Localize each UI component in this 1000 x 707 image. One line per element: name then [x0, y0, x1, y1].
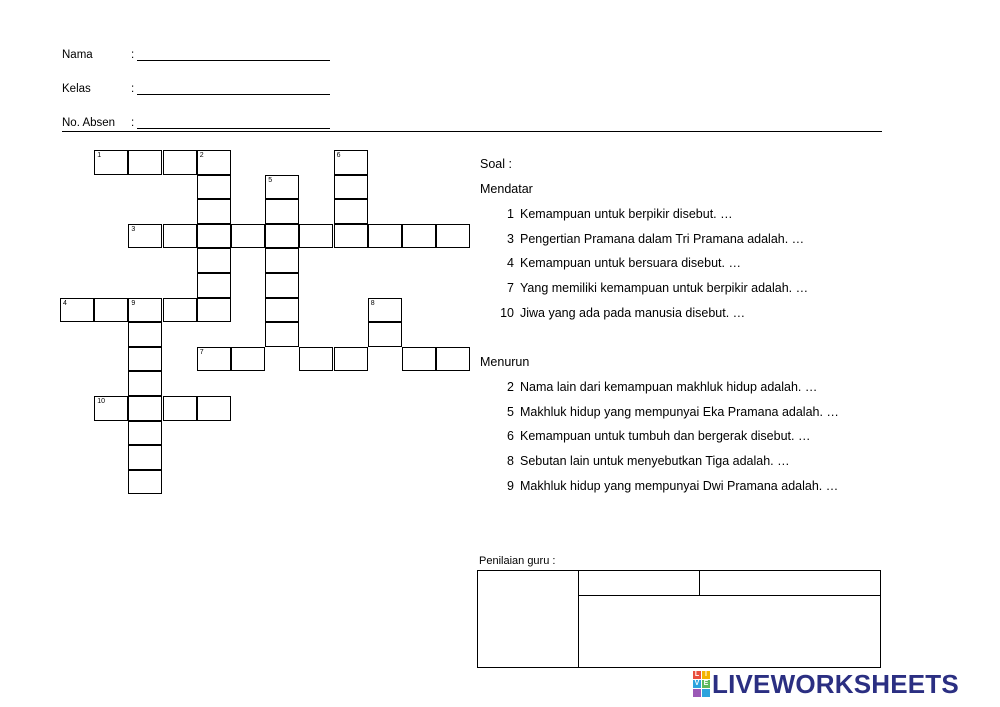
crossword-cell-number: 4	[63, 299, 67, 307]
crossword-cell[interactable]	[231, 224, 265, 249]
crossword-cell[interactable]	[197, 396, 231, 421]
crossword-cell[interactable]	[128, 298, 162, 323]
crossword-cell[interactable]	[265, 199, 299, 224]
nama-colon: :	[131, 49, 135, 61]
clue-number: 8	[507, 454, 514, 468]
crossword-cell[interactable]	[60, 298, 94, 323]
crossword-cell[interactable]	[334, 224, 368, 249]
grade-divider-vertical	[578, 571, 579, 667]
clue-text: Makhluk hidup yang mempunyai Dwi Pramana adalah. …	[520, 479, 839, 493]
clue-text: Jiwa yang ada pada manusia disebut. …	[520, 306, 746, 320]
logo-mark-i: I	[702, 671, 710, 679]
crossword-cell[interactable]	[436, 347, 470, 372]
crossword-cell-number: 2	[199, 152, 204, 159]
logo-mark-block	[693, 689, 701, 697]
crossword-cell-number: 7	[199, 348, 204, 356]
crossword-cell-number: 9	[131, 299, 136, 307]
clue-text: Pengertian Pramana dalam Tri Pramana adalah. …	[520, 232, 805, 246]
absen-label: No. Absen	[62, 117, 116, 129]
crossword-cell[interactable]	[128, 470, 162, 495]
clue-number: 1	[507, 207, 514, 221]
crossword-cell[interactable]	[265, 175, 299, 200]
crossword-cell[interactable]	[163, 298, 197, 323]
clue-number: 3	[507, 232, 514, 246]
clue-number: 9	[507, 479, 514, 493]
crossword-cell-number: 10	[97, 398, 105, 405]
logo-mark-block	[702, 689, 710, 697]
crossword-cell[interactable]	[197, 273, 231, 298]
crossword-cell[interactable]	[128, 445, 162, 470]
logo-mark-v: V	[694, 680, 700, 687]
crossword-cell[interactable]	[265, 298, 299, 323]
logo-mark-icon	[693, 671, 710, 697]
absen-colon: :	[131, 117, 135, 129]
crossword-cell[interactable]	[299, 224, 333, 249]
crossword-cell-number: 1	[97, 152, 102, 159]
clue-number: 7	[507, 281, 514, 295]
crossword-cell-number: 5	[268, 176, 273, 184]
clue-text: Kemampuan untuk berpikir disebut. …	[520, 207, 733, 221]
crossword-cell[interactable]	[265, 322, 299, 347]
crossword-cell[interactable]	[265, 224, 299, 249]
clue-number: 5	[507, 405, 514, 419]
crossword-cell[interactable]	[94, 150, 128, 175]
crossword-cell[interactable]	[265, 248, 299, 273]
grade-box	[477, 570, 881, 668]
clue-text: Yang memiliki kemampuan untuk berpikir adalah. …	[520, 281, 809, 295]
crossword-cell[interactable]	[197, 150, 231, 175]
crossword-cell[interactable]	[402, 224, 436, 249]
mendatar-title: Mendatar	[480, 182, 533, 196]
soal-title: Soal :	[480, 157, 512, 171]
crossword-cell[interactable]	[197, 199, 231, 224]
crossword-cell[interactable]	[197, 298, 231, 323]
crossword-cell[interactable]	[128, 224, 162, 249]
penilaian-label: Penilaian guru :	[479, 555, 556, 567]
clue-text: Kemampuan untuk bersuara disebut. …	[520, 256, 741, 270]
logo-mark-e: E	[703, 680, 709, 687]
clue-text: Makhluk hidup yang mempunyai Eka Pramana adalah. …	[520, 405, 839, 419]
crossword-cell[interactable]	[128, 322, 162, 347]
grade-divider-horizontal	[578, 595, 880, 596]
liveworksheets-logo	[693, 670, 959, 698]
crossword-cell[interactable]	[334, 199, 368, 224]
crossword-cell[interactable]	[368, 298, 402, 323]
crossword-cell[interactable]	[197, 347, 231, 372]
header-separator	[62, 131, 882, 132]
clue-text: Sebutan lain untuk menyebutkan Tiga adalah. …	[520, 454, 790, 468]
crossword-cell-number: 8	[370, 299, 375, 307]
crossword-cell[interactable]	[334, 175, 368, 200]
logo-mark-l: L	[694, 671, 700, 678]
crossword-cell[interactable]	[94, 396, 128, 421]
clue-number: 6	[507, 429, 514, 443]
crossword-cell[interactable]	[402, 347, 436, 372]
crossword-cell[interactable]	[368, 224, 402, 249]
clue-number: 4	[507, 256, 514, 270]
crossword-cell[interactable]	[128, 371, 162, 396]
kelas-colon: :	[131, 83, 135, 95]
kelas-field[interactable]	[137, 80, 330, 95]
crossword-cell[interactable]	[334, 150, 368, 175]
clue-text: Nama lain dari kemampuan makhluk hidup adalah. …	[520, 380, 818, 394]
crossword-cell[interactable]	[436, 224, 470, 249]
crossword-cell[interactable]	[94, 298, 128, 323]
crossword-cell[interactable]	[197, 248, 231, 273]
clue-number: 2	[507, 380, 514, 394]
clue-number: 10	[500, 306, 514, 320]
crossword-cell[interactable]	[334, 347, 368, 372]
crossword-cell[interactable]	[197, 175, 231, 200]
crossword-cell[interactable]	[163, 150, 197, 175]
crossword-cell[interactable]	[197, 224, 231, 249]
menurun-title: Menurun	[480, 355, 530, 369]
kelas-label: Kelas	[62, 83, 91, 95]
crossword-cell[interactable]	[128, 396, 162, 421]
crossword-cell[interactable]	[299, 347, 333, 372]
crossword-cell[interactable]	[265, 273, 299, 298]
crossword-cell[interactable]	[368, 322, 402, 347]
crossword-cell-number: 6	[336, 152, 341, 159]
nama-label: Nama	[62, 49, 93, 61]
crossword-cell-number: 3	[131, 225, 136, 233]
crossword-cell[interactable]	[128, 421, 162, 446]
absen-field[interactable]	[137, 114, 330, 129]
nama-field[interactable]	[137, 46, 330, 61]
crossword-cell[interactable]	[128, 150, 162, 175]
crossword-cell[interactable]	[231, 347, 265, 372]
grade-divider-top	[699, 571, 700, 595]
crossword-cell[interactable]	[128, 347, 162, 372]
clue-text: Kemampuan untuk tumbuh dan bergerak disebut. …	[520, 429, 811, 443]
logo-text: LIVEWORKSHEETS	[712, 668, 959, 699]
crossword-cell[interactable]	[163, 396, 197, 421]
crossword-cell[interactable]	[163, 224, 197, 249]
